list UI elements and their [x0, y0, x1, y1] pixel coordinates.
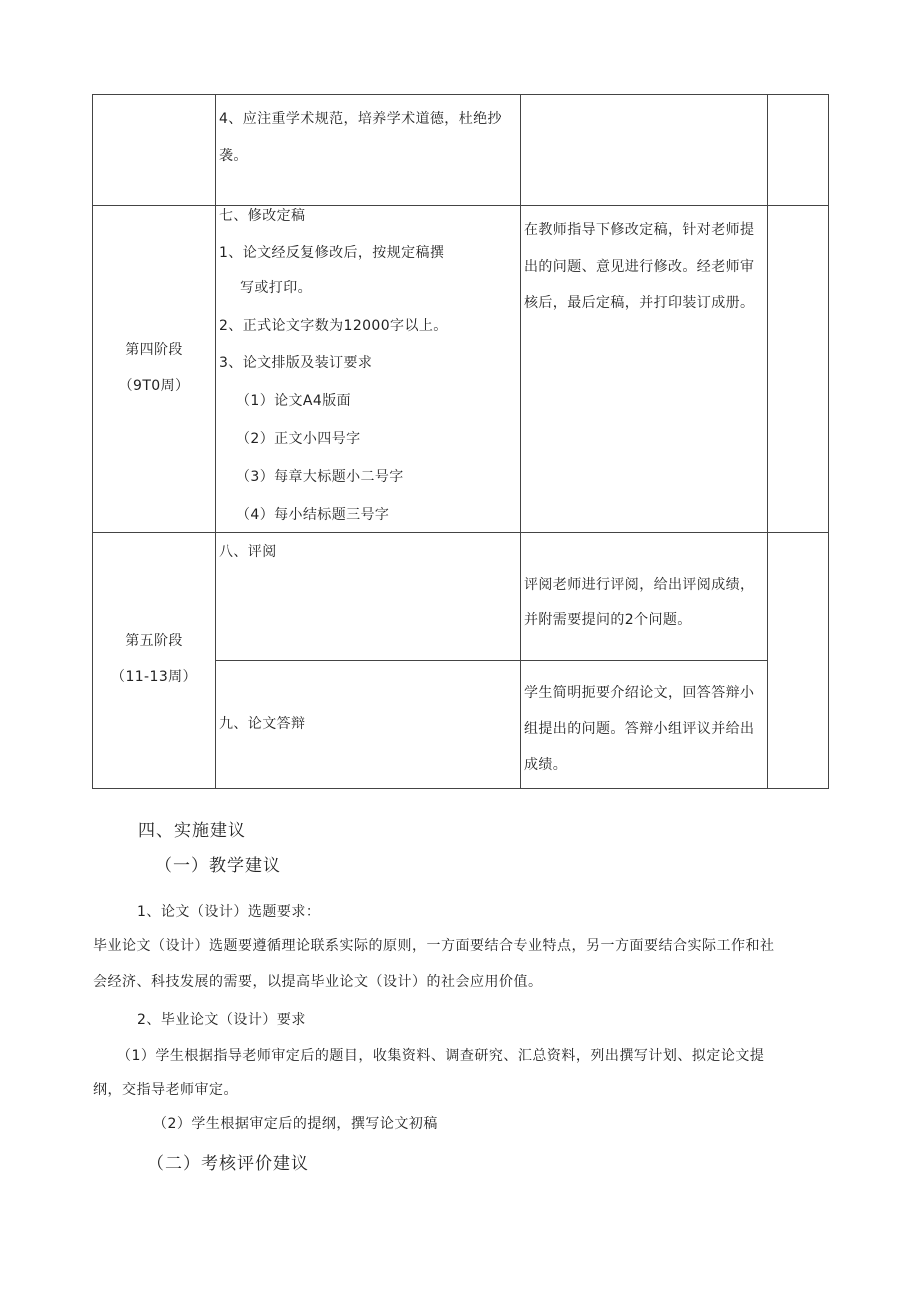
stage-cell [93, 95, 216, 206]
table-row [93, 206, 829, 533]
paragraph-title: 2、毕业论文（设计）要求 [137, 1012, 306, 1028]
content-line: 1、论文经反复修改后，按规定稿撰 [219, 245, 445, 261]
paragraph-line: 毕业论文（设计）选题要遵循理论联系实际的原则，一方面要结合专业特点，另一方面要结合实际工作和社 [93, 938, 775, 954]
paragraph-line: （2）学生根据审定后的提纲，撰写论文初稿 [153, 1116, 438, 1132]
subsection-heading: （一）教学建议 [155, 856, 281, 876]
content-line: （4）每小结标题三号字 [236, 507, 390, 523]
requirement-line: 组提出的问题。答辩小组评议并给出 [524, 721, 755, 737]
section-heading: 四、实施建议 [138, 821, 246, 841]
paragraph-title: 1、论文（设计）选题要求： [137, 904, 321, 920]
requirement-line: 并附需要提问的2个问题。 [524, 612, 692, 628]
stage-cell [93, 533, 216, 789]
content-line: （2）正文小四号字 [236, 431, 361, 447]
content-line: 3、论文排版及装订要求 [219, 355, 373, 371]
requirement-cell [521, 533, 768, 661]
content-cell [216, 206, 521, 533]
stage-cell [93, 206, 216, 533]
stage-schedule-table [92, 94, 829, 789]
content-line: （1）论文A4版面 [236, 393, 351, 409]
requirement-line: 在教师指导下修改定稿，针对老师提 [524, 222, 755, 238]
content-line: 袭。 [219, 148, 248, 164]
requirement-cell [521, 95, 768, 206]
paragraph-line: （1）学生根据指导老师审定后的题目，收集资料、调查研究、汇总资料，列出撰写计划、拟定论文提 [117, 1048, 765, 1064]
note-cell [768, 95, 829, 206]
content-cell [216, 95, 521, 206]
requirement-cell [521, 661, 768, 789]
content-line: 4、应注重学术规范，培养学术道德，杜绝抄 [219, 111, 502, 127]
table-row [93, 533, 829, 661]
content-cell [216, 661, 521, 789]
stage-label: 第五阶段 [125, 633, 183, 649]
table-row [93, 95, 829, 206]
content-line: （3）每章大标题小二号字 [236, 469, 404, 485]
content-heading: 八、评阅 [219, 544, 277, 560]
subsection-heading: （二）考核评价建议 [147, 1154, 309, 1174]
requirement-cell [521, 206, 768, 533]
requirement-line: 核后，最后定稿，并打印装订成册。 [524, 295, 755, 311]
requirement-line: 学生简明扼要介绍论文，回答答辩小 [524, 685, 755, 701]
stage-label: 第四阶段 [125, 342, 183, 358]
requirement-line: 评阅老师进行评阅，给出评阅成绩， [524, 577, 755, 593]
paragraph-line: 纲，交指导老师审定。 [93, 1082, 238, 1098]
requirement-line: 成绩。 [524, 757, 568, 773]
paragraph-line: 会经济、科技发展的需要，以提高毕业论文（设计）的社会应用价值。 [93, 974, 543, 990]
note-cell [768, 533, 829, 789]
content-heading: 七、修改定稿 [219, 208, 306, 224]
content-cell [216, 533, 521, 661]
content-heading: 九、论文答辩 [219, 716, 306, 732]
stage-weeks: （11-13周） [111, 669, 197, 685]
content-line: 写或打印。 [240, 280, 312, 296]
content-line: 2、正式论文字数为12000字以上。 [219, 318, 448, 334]
note-cell [768, 206, 829, 533]
requirement-line: 出的问题、意见进行修改。经老师审 [524, 259, 755, 275]
stage-weeks: （9T0周） [118, 378, 190, 394]
